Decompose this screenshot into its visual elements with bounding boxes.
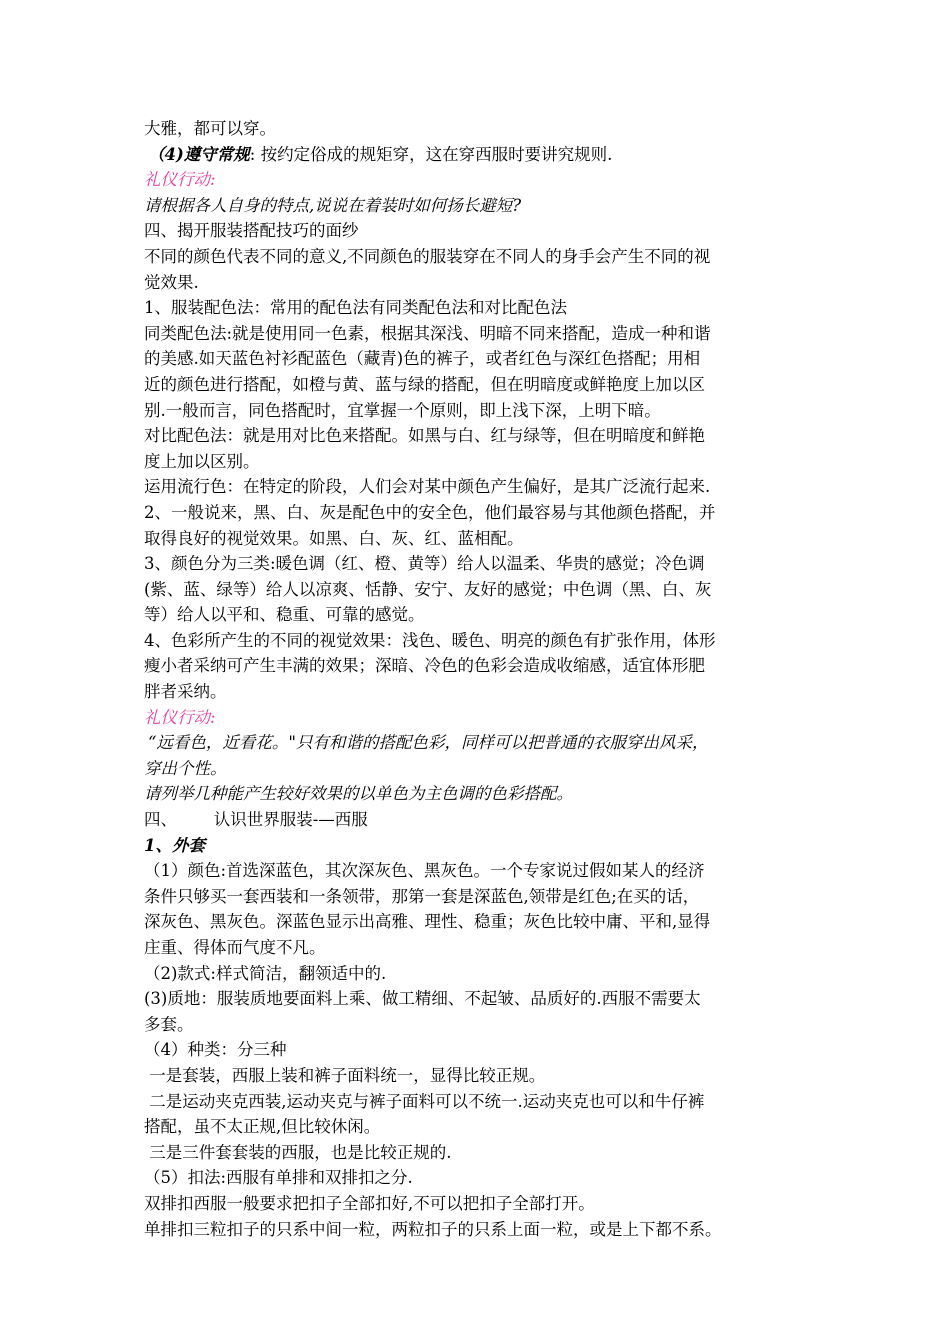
para-line: 请列举几种能产生较好效果的以单色为主色调的色彩搭配。 [144,784,573,804]
section-heading: 四、 认识世界服装-—西服 [144,810,368,830]
para-line: 条件只够买一套西装和一条领带，那第一套是深蓝色,领带是红色;在买的话， [144,886,700,906]
para-line: （2)款式:样式简洁，翻领适中的. [144,963,387,983]
rule-4-title: 遵守常规 [183,144,250,164]
para-line: 等）给人以平和、稳重、可靠的感觉。 [144,605,425,625]
subsection-heading: 1、外套 [144,835,205,855]
document-page [144,116,824,1242]
para-line: 单排扣三粒扣子的只系中间一粒，两粒扣子的只系上面一粒，或是上下都不系。 [144,1219,722,1239]
para-line: 一是套装，西服上装和裤子面料统一，显得比较正规。 [144,1065,546,1085]
para-line: 二是运动夹克西装,运动夹克与裤子面料可以不统一.运动夹克也可以和牛仔裤 [144,1091,705,1111]
para-line: 大雅，都可以穿。 [144,119,276,138]
para-line: 多套。 [144,1014,194,1034]
section-heading: 四、揭开服装搭配技巧的面纱 [144,221,359,241]
para-line: 运用流行色：在特定的阶段，人们会对某中颜色产生偏好，是其广泛流行起来. [144,477,711,497]
para-line: 搭配，虽不太正规,但比较休闲。 [144,1117,381,1137]
para-line: 三是三件套套装的西服，也是比较正规的. [144,1142,452,1162]
etiquette-action-label: 礼仪行动: [144,170,216,190]
para-line: 别.一般而言，同色搭配时，宜掌握一个原则，即上浅下深，上明下暗。 [144,400,661,420]
para-line: 胖者采纳。 [144,682,227,702]
para-line: 请根据各人自身的特点,说说在着装时如何扬长避短? [144,195,522,215]
rule-4-prefix: （4) [148,144,184,164]
para-line: (紫、蓝、绿等）给人以凉爽、恬静、安宁、友好的感觉；中色调（黑、白、灰 [144,579,712,599]
para-line: 同类配色法:就是使用同一色素，根据其深浅、明暗不同来搭配，造成一种和谐 [144,323,711,343]
rule-4-line [144,142,824,168]
quote-line: “远看色，近看花。"只有和谐的搭配色彩，同样可以把普通的衣服穿出风采， [148,733,709,753]
para-line: 双排扣西服一般要求把扣子全部扣好,不可以把扣子全部打开。 [144,1193,595,1213]
para-line: 2、一般说来，黑、白、灰是配色中的安全色，他们最容易与其他颜色搭配，并 [144,502,716,522]
para-line: （5）扣法:西服有单排和双排扣之分. [144,1168,413,1188]
para-line: 瘦小者采纳可产生丰满的效果；深暗、冷色的色彩会造成收缩感，适宜体形肥 [144,656,705,676]
para-line: (3)质地：服装质地要面料上乘、做工精细、不起皱、品质好的.西服不需要太 [144,989,701,1009]
para-line: 4、色彩所产生的不同的视觉效果：浅色、暖色、明亮的颜色有扩张作用，体形 [144,630,716,650]
para-line: 的美感.如天蓝色衬衫配蓝色（藏青)色的裤子，或者红色与深红色搭配；用相 [144,349,701,369]
etiquette-action-label: 礼仪行动: [144,707,216,727]
para-line: （1）颜色:首选深蓝色，其次深灰色、黑灰色。一个专家说过假如某人的经济 [144,861,705,881]
para-line: 1、服装配色法：常用的配色法有同类配色法和对比配色法 [144,298,567,318]
para-line: 不同的颜色代表不同的意义,不同颜色的服装穿在不同人的身手会产生不同的视 [144,246,711,266]
para-line: 深灰色、黑灰色。深蓝色显示出高雅、理性、稳重；灰色比较中庸、平和,显得 [144,912,711,932]
para-line: 觉效果. [144,272,199,292]
para-line: 3、颜色分为三类:暖色调（红、橙、黄等）给人以温柔、华贵的感觉；冷色调 [144,554,705,574]
rule-4-text: : 按约定俗成的规矩穿，这在穿西服时要讲究规则. [249,144,613,164]
para-line: 庄重、得体而气度不凡。 [144,938,326,957]
quote-line: 穿出个性。 [144,758,227,778]
para-line: 取得良好的视觉效果。如黑、白、灰、红、蓝相配。 [144,528,524,548]
para-line: 度上加以区别。 [144,451,260,471]
para-line: 近的颜色进行搭配，如橙与黄、蓝与绿的搭配，但在明暗度或鲜艳度上加以区 [144,374,705,394]
para-line: 对比配色法：就是用对比色来搭配。如黑与白、红与绿等，但在明暗度和鲜艳 [144,426,705,446]
para-line: （4）种类：分三种 [144,1040,287,1060]
